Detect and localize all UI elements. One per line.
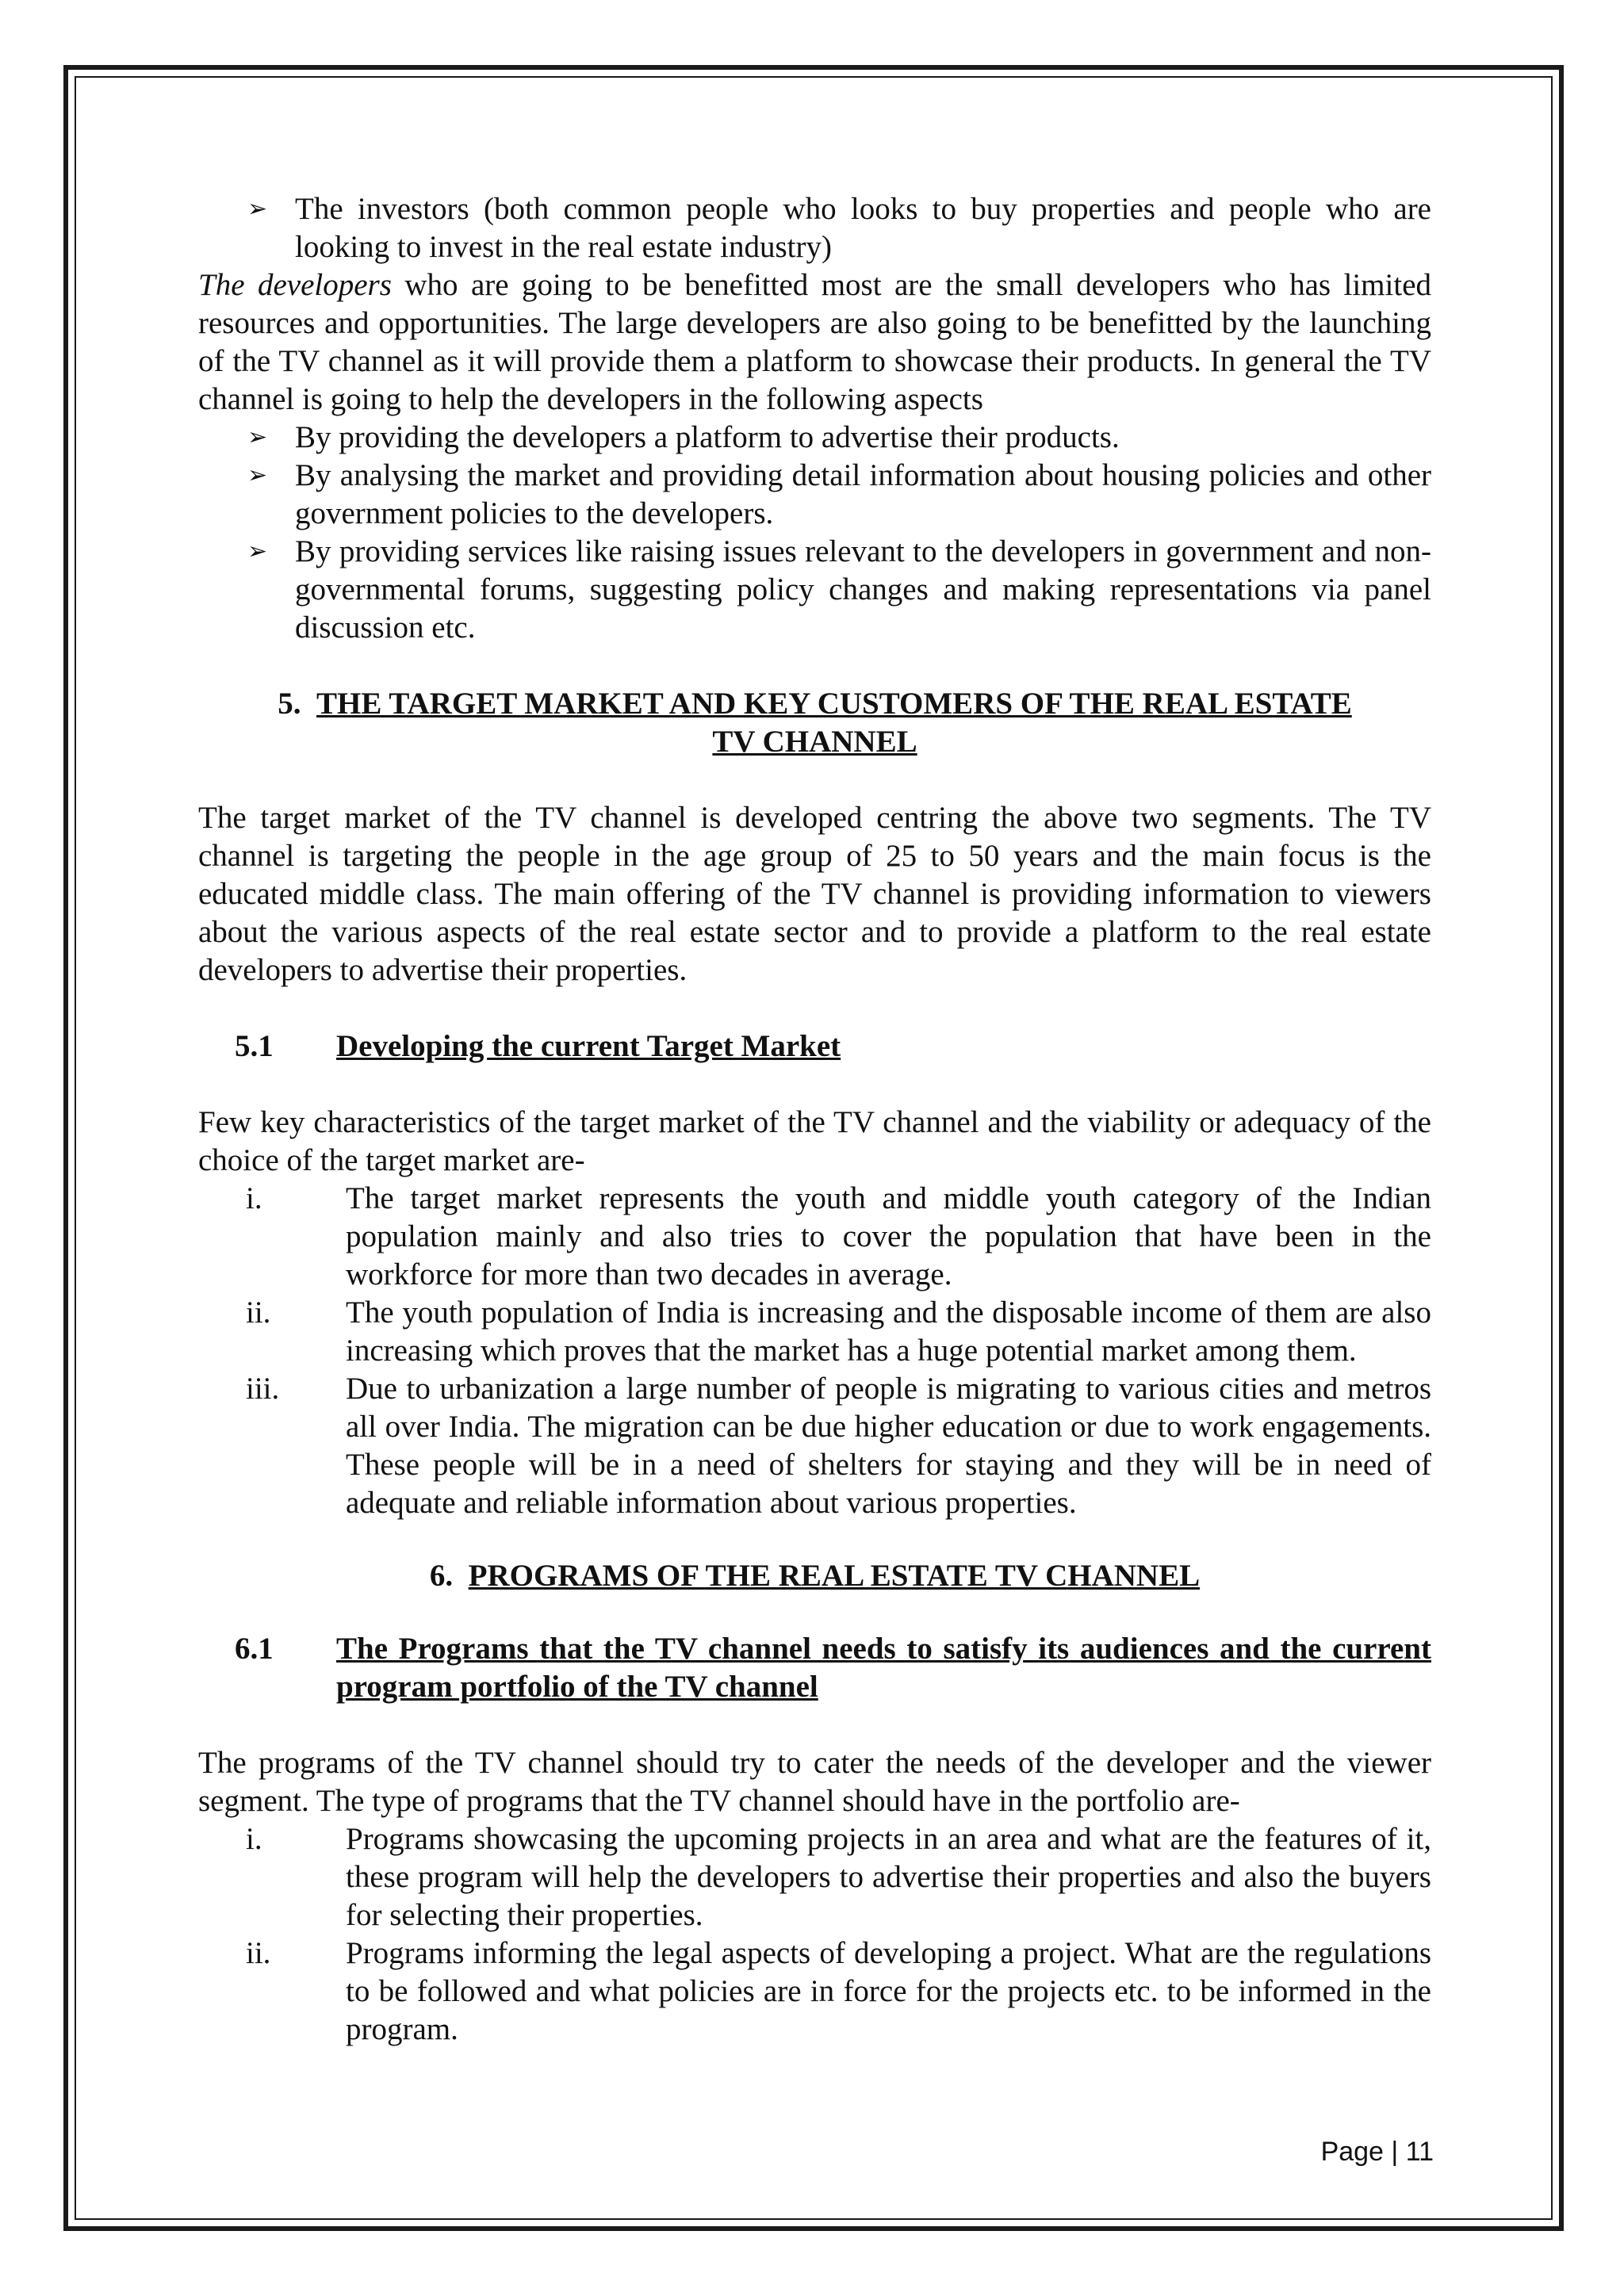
arrow-bullet-icon: ➢ <box>247 461 268 489</box>
list-item <box>198 1370 1431 1522</box>
bullet-text: By providing services like raising issues relevant to the developers in government and non-governmental forums, suggesting policy changes and making representations via panel discussion etc. <box>295 534 1431 645</box>
list-marker: i. <box>246 1822 262 1856</box>
list-text: The target market represents the youth and middle youth category of the Indian population mainly and also tries to cover the population that have been in the workforce for more than two decades in average. <box>346 1181 1431 1292</box>
bullet-text: By providing the developers a platform to advertise their products. <box>295 420 1120 454</box>
section-5-heading <box>198 685 1431 761</box>
section-5-1-title: Developing the current Target Market <box>336 1029 841 1063</box>
bullet-item <box>198 533 1431 647</box>
section-6-1-paragraph: The programs of the TV channel should try to cater the needs of the developer and the viewer segment. The type of programs that the TV channel should have in the portfolio are- <box>198 1746 1431 1818</box>
section-5-title-line1: THE TARGET MARKET AND KEY CUSTOMERS OF THE REAL ESTATE <box>316 687 1352 721</box>
bullet-text: By analysing the market and providing detail information about housing policies and other government policies to the developers. <box>295 458 1431 530</box>
developers-lead: The developers <box>198 268 392 302</box>
bullet-item <box>198 457 1431 533</box>
section-6-1-title: The Programs that the TV channel needs to satisfy its audiences and the current program portfolio of the TV channel <box>336 1632 1431 1704</box>
section-6-number: 6. <box>429 1559 454 1593</box>
arrow-bullet-icon: ➢ <box>247 538 268 565</box>
page-number: Page | 11 <box>1320 2137 1434 2167</box>
bullet-item <box>198 419 1431 457</box>
list-item <box>198 1294 1431 1370</box>
bullet-text: The investors (both common people who looks to buy properties and people who are looking to invest in the real estate industry) <box>295 192 1431 264</box>
list-marker: ii. <box>246 1936 271 1970</box>
section-5-number: 5. <box>278 687 301 721</box>
section-6-1-number: 6.1 <box>235 1632 274 1666</box>
section-5-1-paragraph: Few key characteristics of the target market of the TV channel and the viability or adequacy of the choice of the target market are- <box>198 1105 1431 1177</box>
section-6-1-heading <box>198 1630 1431 1706</box>
section-5-1-number: 5.1 <box>235 1029 274 1063</box>
developers-paragraph <box>198 266 1431 419</box>
document-body <box>198 190 1431 2049</box>
list-marker: ii. <box>246 1295 271 1330</box>
list-text: The youth population of India is increasing and the disposable income of them are also increasing which proves that the market has a huge potential market among them. <box>346 1295 1431 1368</box>
list-item <box>198 1820 1431 1934</box>
bullet-item <box>198 190 1431 266</box>
list-marker: i. <box>246 1181 262 1215</box>
list-text: Due to urbanization a large number of people is migrating to various cities and metros all over India. The migration can be due higher education or due to work engagements. These people will be in a need of shelters for staying and they will be in need of adequate and reliable information about various properties. <box>346 1372 1431 1520</box>
section-6-title: PROGRAMS OF THE REAL ESTATE TV CHANNEL <box>468 1559 1201 1593</box>
section-5-paragraph: The target market of the TV channel is developed centring the above two segments. The TV channel is targeting the people in the age group of 25 to 50 years and the main focus is the educated middle class. The main offering of the TV channel is providing information to viewers about the various aspects of the real estate sector and to provide a platform to the real estate developers to advertise their properties. <box>198 801 1431 987</box>
list-text: Programs informing the legal aspects of developing a project. What are the regulations to be followed and what policies are in force for the projects etc. to be informed in the program. <box>346 1936 1431 2046</box>
list-item <box>198 1934 1431 2049</box>
developers-text: who are going to be benefitted most are the small developers who has limited resources and opportunities. The large developers are also going to be benefitted by the launching of the TV channel as it will provide them a platform to showcase their products. In general the TV channel is going to help the developers in the following aspects <box>198 268 1432 416</box>
list-marker: iii. <box>246 1372 280 1406</box>
list-text: Programs showcasing the upcoming projects in an area and what are the features of it, these program will help the developers to advertise their properties and also the buyers for selecting their properties. <box>346 1822 1431 1932</box>
section-5-title-line2: TV CHANNEL <box>712 725 917 759</box>
list-item <box>198 1180 1431 1294</box>
section-6-heading <box>198 1557 1431 1595</box>
arrow-bullet-icon: ➢ <box>247 195 268 223</box>
arrow-bullet-icon: ➢ <box>247 423 268 451</box>
section-5-1-heading <box>198 1027 1431 1066</box>
